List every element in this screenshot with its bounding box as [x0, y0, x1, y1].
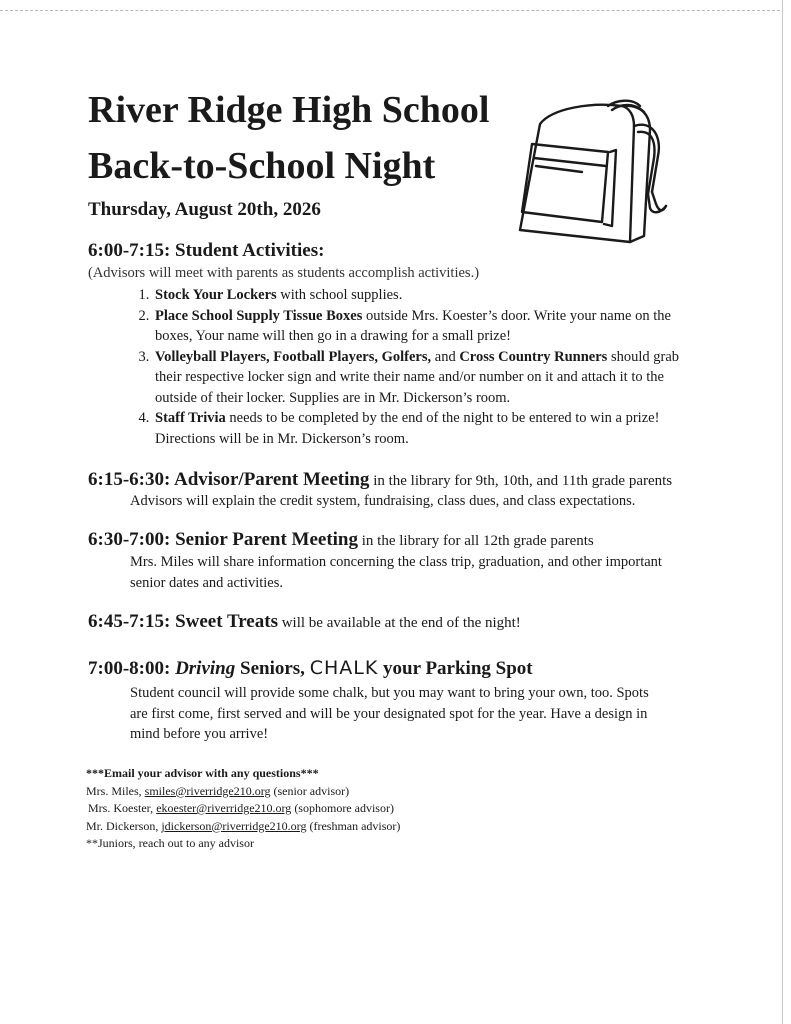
chalk-seniors: Seniors, [235, 658, 310, 679]
list-item [153, 408, 693, 449]
chalk-body: Student council will provide some chalk, but you may want to bring your own, too. Spots are first come, first served and will be your designated spot for the year. Have a design in mind before you arrive! [130, 685, 649, 742]
activities-list [130, 285, 693, 449]
scan-top-edge [0, 10, 780, 11]
contact-role: (senior advisor) [270, 783, 350, 798]
chalk-time: 7:00-8:00: [88, 658, 176, 679]
item-bold: Staff Trivia [155, 410, 226, 426]
student-activities-heading: 6:00-7:15: Student Activities: [88, 240, 325, 261]
contact-name: Mrs. Miles, [86, 783, 145, 798]
contact-row [86, 783, 400, 801]
scan-right-edge [782, 0, 783, 1024]
item-text: should grab their respective locker sign and write their name and/or number on it and attach it to the outside of their locker. Supplies are in Mr. Dickerson’s room. [155, 348, 679, 406]
advisor-meeting-title: Advisor/Parent Meeting [174, 469, 370, 490]
chalk-word: CHALK [309, 657, 379, 679]
contact-name: Mr. Dickerson, [86, 818, 162, 833]
treats-title: Sweet Treats [175, 611, 278, 632]
contacts-heading: ***Email your advisor with any questions*** [86, 766, 319, 780]
contact-email-link[interactable]: jdickerson@riverridge210.org [161, 818, 307, 833]
advisor-meeting-location: in the library for 9th, 10th, and 11th grade parents [369, 473, 673, 489]
senior-meeting-title: Senior Parent Meeting [175, 529, 358, 550]
advisor-note: (Advisors will meet with parents as students accomplish activities.) [88, 265, 480, 281]
item-text: and [431, 348, 460, 365]
contact-email-link[interactable]: smiles@riverridge210.org [144, 783, 271, 798]
list-item [153, 306, 693, 347]
senior-meeting-time: 6:30-7:00: [88, 529, 176, 550]
contact-name: Mrs. Koester, [88, 801, 157, 815]
treats-note: will be available at the end of the night! [277, 615, 521, 631]
advisor-meeting-heading [88, 469, 672, 491]
item-bold: Stock Your Lockers [155, 287, 277, 303]
item-text: with school supplies. [276, 287, 403, 303]
contact-row [86, 818, 400, 836]
page-subtitle: Back-to-School Night [88, 145, 436, 187]
chalk-driving: Driving [175, 658, 236, 679]
list-item [153, 285, 693, 306]
chalk-heading [88, 657, 533, 680]
item-bold: Volleyball Players, Football Players, Golfers, [155, 348, 432, 365]
backpack-icon [512, 96, 670, 246]
contacts-block [86, 765, 400, 853]
senior-meeting-heading [88, 529, 594, 551]
senior-meeting-body: Mrs. Miles will share information concerning the class trip, graduation, and other important senior dates and activities. [130, 554, 662, 591]
list-item [153, 347, 693, 409]
contact-role: (sophomore advisor) [291, 801, 394, 815]
contact-role: (freshman advisor) [306, 818, 401, 833]
juniors-note: **Juniors, reach out to any advisor [86, 836, 254, 850]
event-date: Thursday, August 20th, 2026 [88, 199, 321, 220]
senior-meeting-location: in the library for all 12th grade parents [358, 533, 594, 549]
advisor-meeting-time: 6:15-6:30: [88, 469, 175, 490]
item-text: needs to be completed by the end of the night to be entered to win a prize! Directions will be in Mr. Dickerson’s room. [155, 410, 660, 447]
treats-heading [88, 611, 521, 633]
treats-time: 6:45-7:15: [88, 611, 176, 632]
item-bold: Place School Supply Tissue Boxes [155, 307, 363, 324]
contact-row [86, 800, 400, 818]
advisor-meeting-body: Advisors will explain the credit system, fundraising, class dues, and class expectations. [130, 493, 636, 509]
contact-email-link[interactable]: ekoester@riverridge210.org [156, 801, 292, 815]
page-title: River Ridge High School [88, 89, 490, 131]
chalk-rest: your Parking Spot [378, 658, 533, 679]
item-text: outside Mrs. Koester’s door. Write your name on the boxes, Your name will then go in a drawing for a small prize! [155, 307, 671, 344]
item-bold: Cross Country Runners [459, 348, 608, 365]
